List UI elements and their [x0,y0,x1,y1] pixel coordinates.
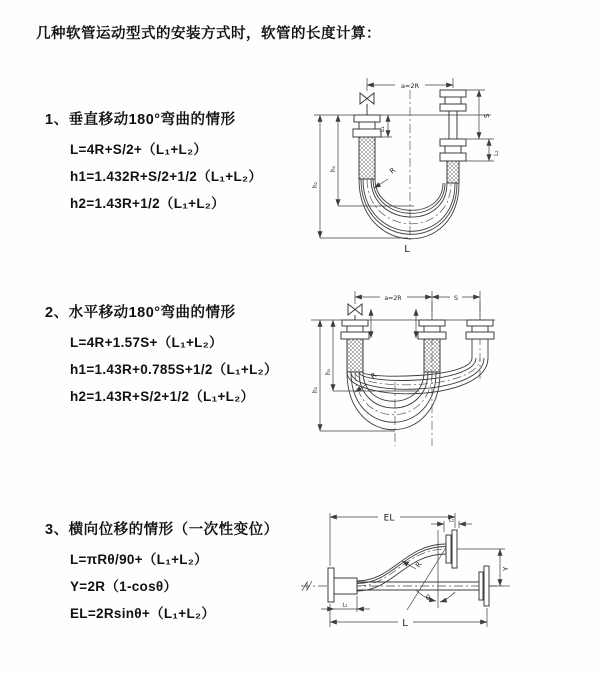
dim-label-h2: h₂ [312,386,319,393]
radius-callout [402,560,424,569]
page-title: 几种软管运动型式的安装方式时，软管的长度计算： [36,26,381,42]
braided-hose-left [347,339,363,372]
label-theta: θ [425,594,431,602]
dimension-travel-s [466,90,494,139]
formula-line: h1=1.43R+0.785S+1/2（L₁+L₂） [70,362,278,377]
formula-line: h2=1.43R+S/2+1/2（L₁+L₂） [70,389,255,404]
section-3-heading: 3、横向位移的情形（一次性变位） [45,522,279,538]
braided-hose-middle [424,339,440,372]
section-1-heading: 1、垂直移动180°弯曲的情形 [45,112,236,128]
dim-label-l1: L₁ [342,602,348,609]
dim-label-h1: h₁ [325,368,332,375]
pipe-middle [418,320,446,372]
hose-s-curve [357,544,446,591]
section-lateral-displacement [45,518,279,629]
diagram-horizontal-180-bend [303,278,600,463]
section-2-heading: 2、水平移动180°弯曲的情形 [45,305,236,321]
formula-line: h2=1.43R+1/2（L₁+L₂） [70,196,225,211]
dim-label-length: L [402,618,408,629]
dim-label-span: a=2R [400,82,420,90]
dim-label-l1: L₁ [379,126,386,132]
formula-line: L=4R+1.57S+（L₁+L₂） [70,335,223,350]
label-radius: R [414,560,424,570]
formula-line: h1=1.432R+S/2+1/2（L₁+L₂） [70,169,263,184]
dimension-travel-s [432,293,480,302]
label-radius: R [369,371,379,381]
formula-line: L=πRθ/90+（L₁+L₂） [70,552,208,567]
formula-line: L=4R+S/2+（L₁+L₂） [70,142,208,157]
braided-hose-right [447,161,459,183]
pipe-left [341,320,369,372]
pipe-left [353,115,381,179]
hose-u-loop-far [347,358,488,394]
pipe-right-moved-position [466,320,494,358]
length-label [401,241,414,255]
dim-label-l2: L₂ [493,150,500,156]
dim-label-span: a=2R [384,294,402,302]
dim-label-s: S [454,294,458,302]
dim-label-h2: h₂ [312,181,319,188]
label-radius: R [388,166,398,176]
dimension-span-a2r [367,78,453,91]
diagram-lateral-displacement [295,500,595,650]
section-horizontal-motion [45,301,278,412]
pipe-right [440,90,466,183]
diagram-vertical-180-bend [308,62,598,267]
dim-label-y: Y [502,566,510,571]
dimension-end-right-l2 [466,139,500,161]
flange-left [328,568,357,602]
valve-icon [360,93,374,115]
formula-line: Y=2R（1-cosθ） [70,579,178,594]
dim-label-l2: L₂ [448,517,455,524]
braided-hose-left [359,137,375,179]
angle-theta-callout [416,590,455,602]
dimension-el [330,511,455,566]
section-vertical-motion [45,108,262,219]
valve-icon [348,304,362,320]
dim-label-length: L [404,244,410,255]
dim-label-h1: h₁ [330,165,337,172]
dim-label-el: EL [383,513,395,524]
flange-upper-right [446,530,457,568]
dim-label-s: S [483,113,491,118]
formula-line: EL=2Rsinθ+（L₁+L₂） [70,606,216,621]
radius-callout [374,166,397,188]
